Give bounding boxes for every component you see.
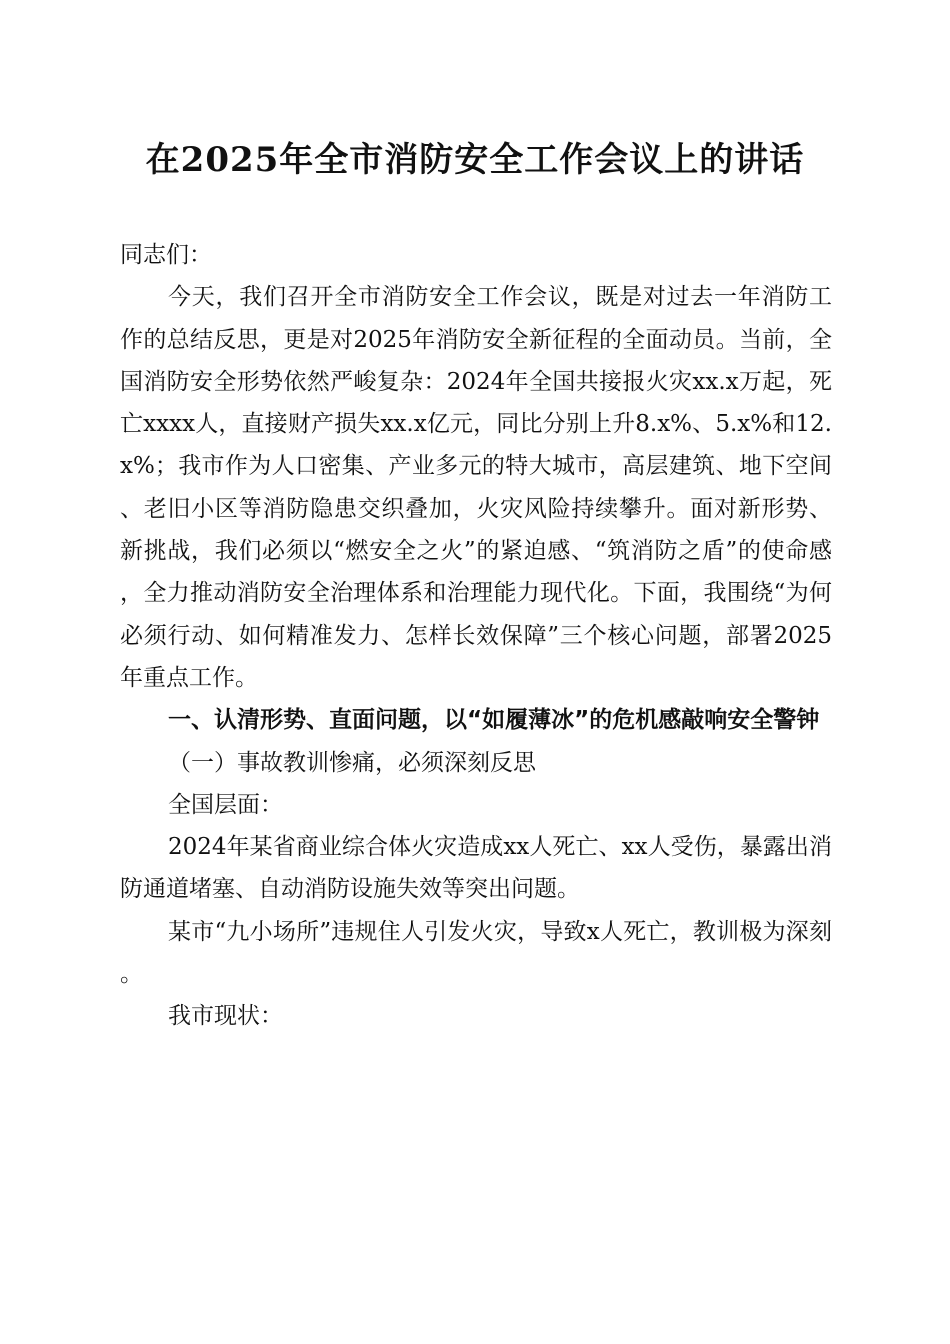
- salutation: 同志们：: [120, 242, 212, 268]
- intro-paragraph: 今天，我们召开全市消防安全工作会议，既是对过去一年消防工作的总结反思，更是对2025年消防安全新征程的全面动员。当前，全国消防安全形势依然严峻复杂：2024年全国共接报火灾xx.x万起，死亡xxxx人，直接财产损失xx.x亿元，同比分别上升8.x%、5.x%和12.x%；我市作为人口密集、产业多元的特大城市，高层建筑、地下空间、老旧小区等消防隐患交织叠加，火灾风险持续攀升。面对新形势、新挑战，我们必须以“燃安全之火”的紧迫感、“筑消防之盾”的使命感，全力推动消防安全治理体系和治理能力现代化。下面，我围绕“为何必须行动、如何精准发力、怎样长效保障”三个核心问题，部署2025年重点工作。: [120, 284, 832, 691]
- document-body: [120, 234, 832, 1038]
- document-title: 在2025年全市消防安全工作会议上的讲话: [145, 140, 805, 180]
- case-paragraph-2: 某市“九小场所”违规住人引发火灾，导致x人死亡，教训极为深刻。: [120, 918, 832, 988]
- local-label: 我市现状：: [168, 1003, 283, 1030]
- case-paragraph-1: 2024年某省商业综合体火灾造成xx人死亡、xx人受伤，暴露出消防通道堵塞、自动消防设施失效等突出问题。: [120, 834, 832, 903]
- section-heading: 一、认清形势、直面问题，以“如履薄冰”的危机感敲响安全警钟: [168, 707, 820, 734]
- national-label: 全国层面：: [168, 791, 283, 818]
- subsection-heading: （一）事故教训惨痛，必须深刻反思: [168, 749, 536, 776]
